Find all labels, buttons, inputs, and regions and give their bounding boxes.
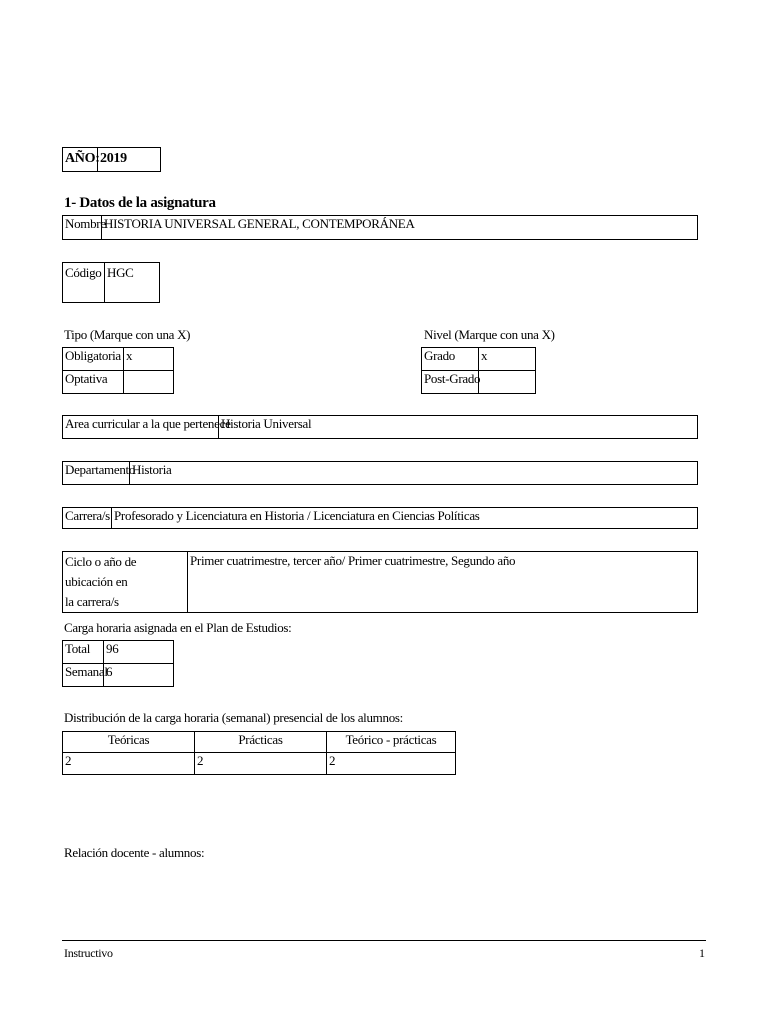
page-number: 1	[699, 946, 705, 960]
carrera-value: Profesorado y Licenciatura en Historia / Licenciatura en Ciencias Políticas	[112, 508, 698, 529]
footer-divider	[62, 940, 706, 941]
carrera-row	[62, 507, 698, 529]
relacion-label: Relación docente - alumnos:	[64, 845, 205, 860]
codigo-value: HGC	[105, 263, 160, 303]
section-title: 1- Datos de la asignatura	[64, 195, 216, 211]
year-label: AÑO:	[63, 148, 98, 172]
tipo-heading: Tipo (Marque con una X)	[64, 327, 191, 342]
distribucion-header: Prácticas	[195, 732, 327, 753]
distribucion-header: Teórico - prácticas	[327, 732, 456, 753]
ciclo-value: Primer cuatrimestre, tercer año/ Primer cuatrimestre, Segundo año	[188, 552, 698, 613]
tipo-label: Optativa	[63, 371, 124, 394]
codigo-label: Código	[63, 263, 105, 303]
distribucion-value: 2	[327, 753, 456, 775]
nivel-label: Grado	[422, 348, 479, 371]
year-value: 2019	[98, 148, 161, 172]
area-row	[62, 415, 698, 439]
ciclo-label	[63, 552, 188, 613]
carga-value: 6	[104, 664, 174, 687]
tipo-mark: x	[124, 348, 174, 371]
ciclo-label-line1: Ciclo o año de ubicación en	[65, 554, 137, 589]
carga-label: Semanal	[63, 664, 104, 687]
nombre-value: HISTORIA UNIVERSAL GENERAL, CONTEMPORÁNEA	[102, 216, 698, 240]
departamento-label: Departamento	[63, 462, 130, 485]
departamento-value: Historia	[130, 462, 698, 485]
nivel-mark: x	[479, 348, 536, 371]
carga-value: 96	[104, 641, 174, 664]
tipo-table	[62, 347, 174, 394]
distribucion-value: 2	[63, 753, 195, 775]
departamento-row	[62, 461, 698, 485]
distribucion-value: 2	[195, 753, 327, 775]
carga-label: Total	[63, 641, 104, 664]
nivel-label: Post-Grado	[422, 371, 479, 394]
carrera-label: Carrera/s	[63, 508, 112, 529]
distribucion-header: Teóricas	[63, 732, 195, 753]
nivel-mark	[479, 371, 536, 394]
area-label: Area curricular a la que pertenece	[63, 416, 219, 439]
year-box	[62, 147, 161, 172]
carga-table	[62, 640, 174, 687]
carga-heading: Carga horaria asignada en el Plan de Estudios:	[64, 620, 292, 635]
nivel-heading: Nivel (Marque con una X)	[424, 327, 555, 342]
tipo-label: Obligatoria	[63, 348, 124, 371]
ciclo-row	[62, 551, 698, 613]
area-value: Historia Universal	[219, 416, 698, 439]
tipo-mark	[124, 371, 174, 394]
nivel-table	[421, 347, 536, 394]
footer-left: Instructivo	[64, 946, 113, 960]
codigo-box	[62, 262, 160, 303]
distribucion-heading: Distribución de la carga horaria (semanal) presencial de los alumnos:	[64, 710, 403, 725]
distribucion-table	[62, 731, 456, 775]
nombre-row	[62, 215, 698, 240]
ciclo-label-line2: la carrera/s	[65, 594, 119, 609]
nombre-label: Nombre	[63, 216, 102, 240]
